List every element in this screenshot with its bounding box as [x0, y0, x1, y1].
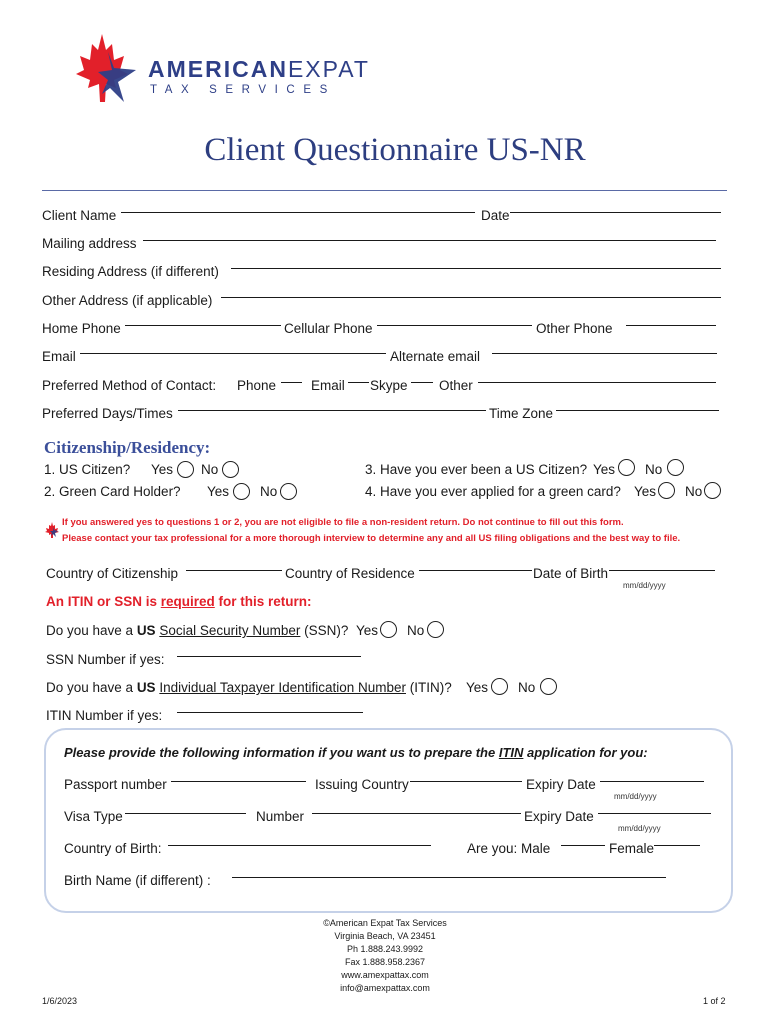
visa-number-label: Number [256, 809, 305, 824]
q1-label: 1. US Citizen? [44, 462, 131, 477]
gender-male-label: Are you: Male [467, 841, 551, 856]
country-citizenship-label: Country of Citizenship [46, 566, 179, 581]
other-address-label: Other Address (if applicable) [42, 293, 213, 308]
contact-phone-check[interactable] [281, 382, 302, 383]
citizenship-heading: Citizenship/Residency: [44, 438, 211, 457]
visa-type-label: Visa Type [64, 809, 123, 824]
footer-date: 1/6/2023 [42, 996, 78, 1006]
other-phone-label: Other Phone [536, 321, 613, 336]
email-label: Email [42, 349, 76, 364]
id-required-notice: An ITIN or SSN is required for this return: [46, 594, 312, 609]
issuing-country-field[interactable] [410, 781, 522, 782]
birth-name-label: Birth Name (if different) : [64, 873, 211, 888]
ssn-question: Do you have a US Social Security Number (SSN)? [46, 623, 349, 638]
ssn-no-label: No [407, 623, 425, 638]
visa-expiry-label: Expiry Date [524, 809, 594, 824]
birth-name-field[interactable] [232, 877, 666, 878]
preferred-days-field[interactable] [178, 410, 486, 411]
passport-expiry-format: mm/dd/yyyy [614, 792, 657, 801]
q4-yes-radio[interactable] [658, 482, 675, 499]
contact-other-field[interactable] [478, 382, 716, 383]
q1-yes-radio[interactable] [177, 461, 194, 478]
home-phone-field[interactable] [125, 325, 281, 326]
page-title: Client Questionnaire US-NR [204, 132, 586, 168]
contact-email-label: Email [311, 378, 345, 393]
title-divider [42, 190, 727, 191]
ssn-yes-label: Yes [356, 623, 379, 638]
gender-female-field[interactable] [654, 845, 700, 846]
warning-line-2: Please contact your tax professional for a more thorough interview to determine any and all US filing obligations and the best way to file. [62, 533, 681, 544]
q4-yes-label: Yes [634, 484, 657, 499]
q3-label: 3. Have you ever been a US Citizen? [365, 462, 588, 477]
other-address-field[interactable] [221, 297, 721, 298]
q3-yes-radio[interactable] [618, 459, 635, 476]
date-field[interactable] [510, 212, 721, 213]
visa-expiry-format: mm/dd/yyyy [618, 824, 661, 833]
warning-line-1: If you answered yes to questions 1 or 2, you are not eligible to file a non-resident return. Do not continue to fill out this form. [62, 517, 624, 528]
dob-field[interactable] [609, 570, 715, 571]
country-residence-label: Country of Residence [285, 566, 415, 581]
contact-phone-label: Phone [237, 378, 277, 393]
visa-number-field[interactable] [312, 813, 521, 814]
q1-no-label: No [201, 462, 219, 477]
cellular-phone-field[interactable] [377, 325, 532, 326]
time-zone-field[interactable] [556, 410, 719, 411]
cellular-phone-label: Cellular Phone [284, 321, 373, 336]
gender-male-field[interactable] [561, 845, 605, 846]
residing-address-field[interactable] [231, 268, 721, 269]
email-field[interactable] [80, 353, 386, 354]
preferred-days-label: Preferred Days/Times [42, 406, 173, 421]
preferred-contact-label: Preferred Method of Contact: [42, 378, 217, 393]
footer-phone: Ph 1.888.243.9992 [346, 944, 424, 954]
dob-label: Date of Birth [533, 566, 609, 581]
mailing-address-label: Mailing address [42, 236, 137, 251]
time-zone-label: Time Zone [489, 406, 554, 421]
q4-label: 4. Have you ever applied for a green card? [365, 484, 621, 499]
ssn-number-label: SSN Number if yes: [46, 652, 165, 667]
contact-email-check[interactable] [348, 382, 369, 383]
q1-no-radio[interactable] [222, 461, 239, 478]
client-name-field[interactable] [121, 212, 475, 213]
maple-leaf-icon [44, 521, 60, 539]
itin-box-intro: Please provide the following information if you want us to prepare the ITIN application for you: [64, 745, 648, 760]
date-label: Date [481, 208, 510, 223]
itin-question: Do you have a US Individual Taxpayer Identification Number (ITIN)? [46, 680, 452, 695]
q3-no-label: No [645, 462, 663, 477]
q3-no-radio[interactable] [667, 459, 684, 476]
visa-type-field[interactable] [125, 813, 246, 814]
contact-other-label: Other [439, 378, 473, 393]
itin-no-radio[interactable] [540, 678, 557, 695]
contact-skype-check[interactable] [411, 382, 433, 383]
q1-yes-label: Yes [151, 462, 174, 477]
country-of-birth-field[interactable] [168, 845, 431, 846]
alternate-email-field[interactable] [492, 353, 717, 354]
ssn-yes-radio[interactable] [380, 621, 397, 638]
q2-yes-radio[interactable] [233, 483, 250, 500]
q2-no-label: No [260, 484, 278, 499]
itin-number-field[interactable] [177, 712, 363, 713]
q2-label: 2. Green Card Holder? [44, 484, 181, 499]
gender-female-label: Female [609, 841, 655, 856]
footer-fax: Fax 1.888.958.2367 [344, 957, 426, 967]
logo-wordmark: AMERICANEXPAT [148, 56, 370, 82]
footer-email[interactable]: info@amexpattax.com [340, 983, 430, 993]
other-phone-field[interactable] [626, 325, 716, 326]
mailing-address-field[interactable] [143, 240, 716, 241]
q4-no-label: No [685, 484, 703, 499]
visa-expiry-field[interactable] [598, 813, 711, 814]
ssn-no-radio[interactable] [427, 621, 444, 638]
client-name-label: Client Name [42, 208, 117, 223]
q3-yes-label: Yes [593, 462, 616, 477]
issuing-country-label: Issuing Country [315, 777, 409, 792]
q4-no-radio[interactable] [704, 482, 721, 499]
country-residence-field[interactable] [419, 570, 532, 571]
itin-number-label: ITIN Number if yes: [46, 708, 163, 723]
home-phone-label: Home Phone [42, 321, 121, 336]
footer-city: Virginia Beach, VA 23451 [334, 931, 436, 941]
passport-number-field[interactable] [171, 781, 306, 782]
footer-company: ©American Expat Tax Services [323, 918, 447, 928]
passport-number-label: Passport number [64, 777, 167, 792]
q2-yes-label: Yes [207, 484, 230, 499]
country-of-birth-label: Country of Birth: [64, 841, 162, 856]
itin-no-label: No [518, 680, 536, 695]
passport-expiry-field[interactable] [600, 781, 704, 782]
itin-yes-radio[interactable] [491, 678, 508, 695]
contact-skype-label: Skype [370, 378, 408, 393]
alternate-email-label: Alternate email [390, 349, 481, 364]
itin-yes-label: Yes [466, 680, 489, 695]
page-number: 1 of 2 [703, 996, 726, 1006]
q2-no-radio[interactable] [280, 483, 297, 500]
residing-address-label: Residing Address (if different) [42, 264, 219, 279]
country-citizenship-field[interactable] [186, 570, 282, 571]
ssn-number-field[interactable] [177, 656, 361, 657]
footer-web[interactable]: www.amexpattax.com [341, 970, 429, 980]
logo-subtitle: TAX SERVICES [150, 84, 336, 96]
dob-format-hint: mm/dd/yyyy [623, 581, 666, 590]
passport-expiry-label: Expiry Date [526, 777, 596, 792]
